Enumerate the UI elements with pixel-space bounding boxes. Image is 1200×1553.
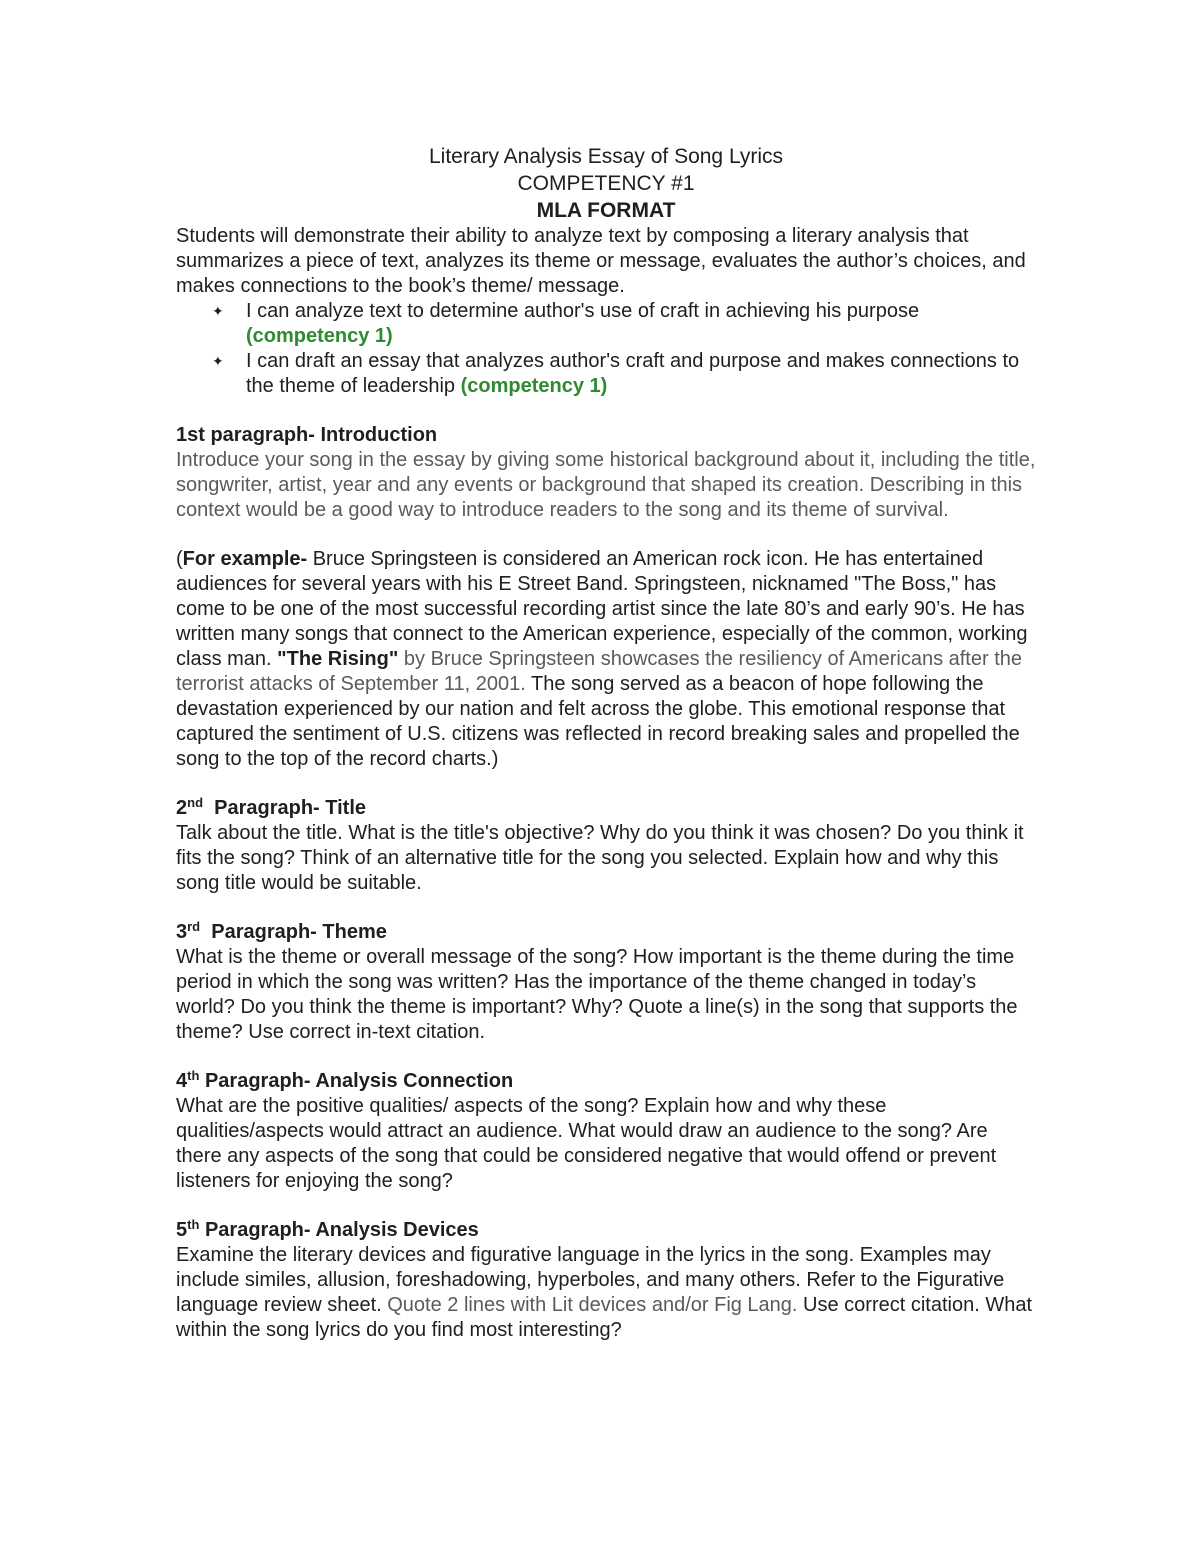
p4-body: What are the positive qualities/ aspects of the song? Explain how and why these qualities/aspects would attract an audience. What would draw an audience to the song? Are there any aspects of the song that could be considered negative that would offend or prevent listeners for enjoying the song?: [176, 1095, 997, 1192]
p3-heading: [176, 920, 1036, 945]
p3-body: What is the theme or overall message of the song? How important is the theme during the time period in which the song was written? Has the importance of the theme changed in today’s world? Do you think the theme is important? Why? Quote a line(s) in the song that supports the theme? Use correct in-text citation.: [176, 946, 1018, 1043]
example-song-title: "The Rising": [277, 648, 399, 670]
p1-example: [176, 547, 1036, 772]
diamond-bullet-icon: ✦: [212, 353, 224, 369]
p5-heading-number: 5: [176, 1219, 188, 1241]
list-item: [212, 299, 1036, 349]
example-open: (: [176, 548, 183, 570]
diamond-bullet-icon: ✦: [212, 303, 224, 319]
objective-text: I can analyze text to determine author's use of craft in achieving his purpose: [246, 300, 920, 322]
p1-heading: 1st paragraph- Introduction: [176, 424, 438, 446]
p2-body: Talk about the title. What is the title's objective? Why do you think it was chosen? Do you think it fits the song? Think of an alternative title for the song you selected. Explain how and why this song title would be suitable.: [176, 822, 1024, 894]
list-item: [212, 349, 1036, 399]
p2-heading: [176, 796, 1036, 821]
document-content: [176, 143, 1036, 1343]
competency-tag: (competency 1): [460, 375, 608, 397]
p5-heading: [176, 1218, 1036, 1243]
example-text-c: The song served as a beacon of hope following the devastation experienced by our nation and felt across the globe. This emotional response that captured the sentiment of U.S. citizens was reflected in record breaking sales and propelled the song to the top of the record charts.): [176, 673, 1020, 770]
example-label: For example-: [182, 548, 308, 570]
objective-text: I can draft an essay that analyzes author's craft and purpose and makes connections to the theme of leadership: [246, 350, 1020, 397]
p3-heading-text: Paragraph- Theme: [200, 921, 387, 943]
p4-heading: [176, 1069, 1036, 1094]
objectives-list: [176, 299, 1036, 399]
example-text-a: Bruce Springsteen is considered an American rock icon. He has entertained audiences for several years with his E Street Band. Springsteen, nicknamed "The Boss," has come to be one of the most successful recording artist since the late 80’s and early 90’s. He has written many songs that connect to the American experience, especially of the common, working class man.: [176, 548, 1028, 670]
competency-label: COMPETENCY #1: [517, 172, 695, 195]
format-label: MLA FORMAT: [536, 199, 676, 222]
p5-body-text-a: Examine the literary devices and figurative language in the lyrics in the song. Examples may include similes, allusion, foreshadowing, hyperboles, and many others. Refer to the Figurative language review sheet.: [176, 1244, 1005, 1316]
p5-body: [176, 1243, 1036, 1343]
p1-body: Introduce your song in the essay by giving some historical background about it, including the title, songwriter, artist, year and any events or background that shaped its creation. Describing in this context would be a good way to introduce readers to the song and its theme of survival.: [176, 449, 1036, 521]
p2-heading-number: 2: [176, 797, 188, 819]
p4-heading-suffix: th: [187, 1068, 200, 1083]
p5-heading-suffix: th: [187, 1217, 200, 1232]
p5-body-text-b: Use correct citation. What within the song lyrics do you find most interesting?: [176, 1294, 1033, 1341]
p4-heading-text: Paragraph- Analysis Connection: [199, 1070, 514, 1092]
example-text-b: by Bruce Springsteen showcases the resiliency of Americans after the terrorist attacks of September 11, 2001.: [176, 648, 1023, 695]
competency-tag: (competency 1): [246, 325, 393, 347]
p2-heading-suffix: nd: [187, 795, 204, 810]
p2-heading-text: Paragraph- Title: [203, 797, 367, 819]
p3-heading-number: 3: [176, 921, 188, 943]
p5-body-quote-instruction: Quote 2 lines with Lit devices and/or Fig Lang.: [387, 1294, 798, 1316]
intro-paragraph: Students will demonstrate their ability to analyze text by composing a literary analysis that summarizes a piece of text, analyzes its theme or message, evaluates the author’s choices, and makes connections to the book’s theme/ message.: [176, 225, 1026, 297]
document-title: Literary Analysis Essay of Song Lyrics: [428, 145, 784, 168]
p4-heading-number: 4: [176, 1070, 188, 1092]
p5-heading-text: Paragraph- Analysis Devices: [199, 1219, 479, 1241]
p3-heading-suffix: rd: [187, 919, 201, 934]
